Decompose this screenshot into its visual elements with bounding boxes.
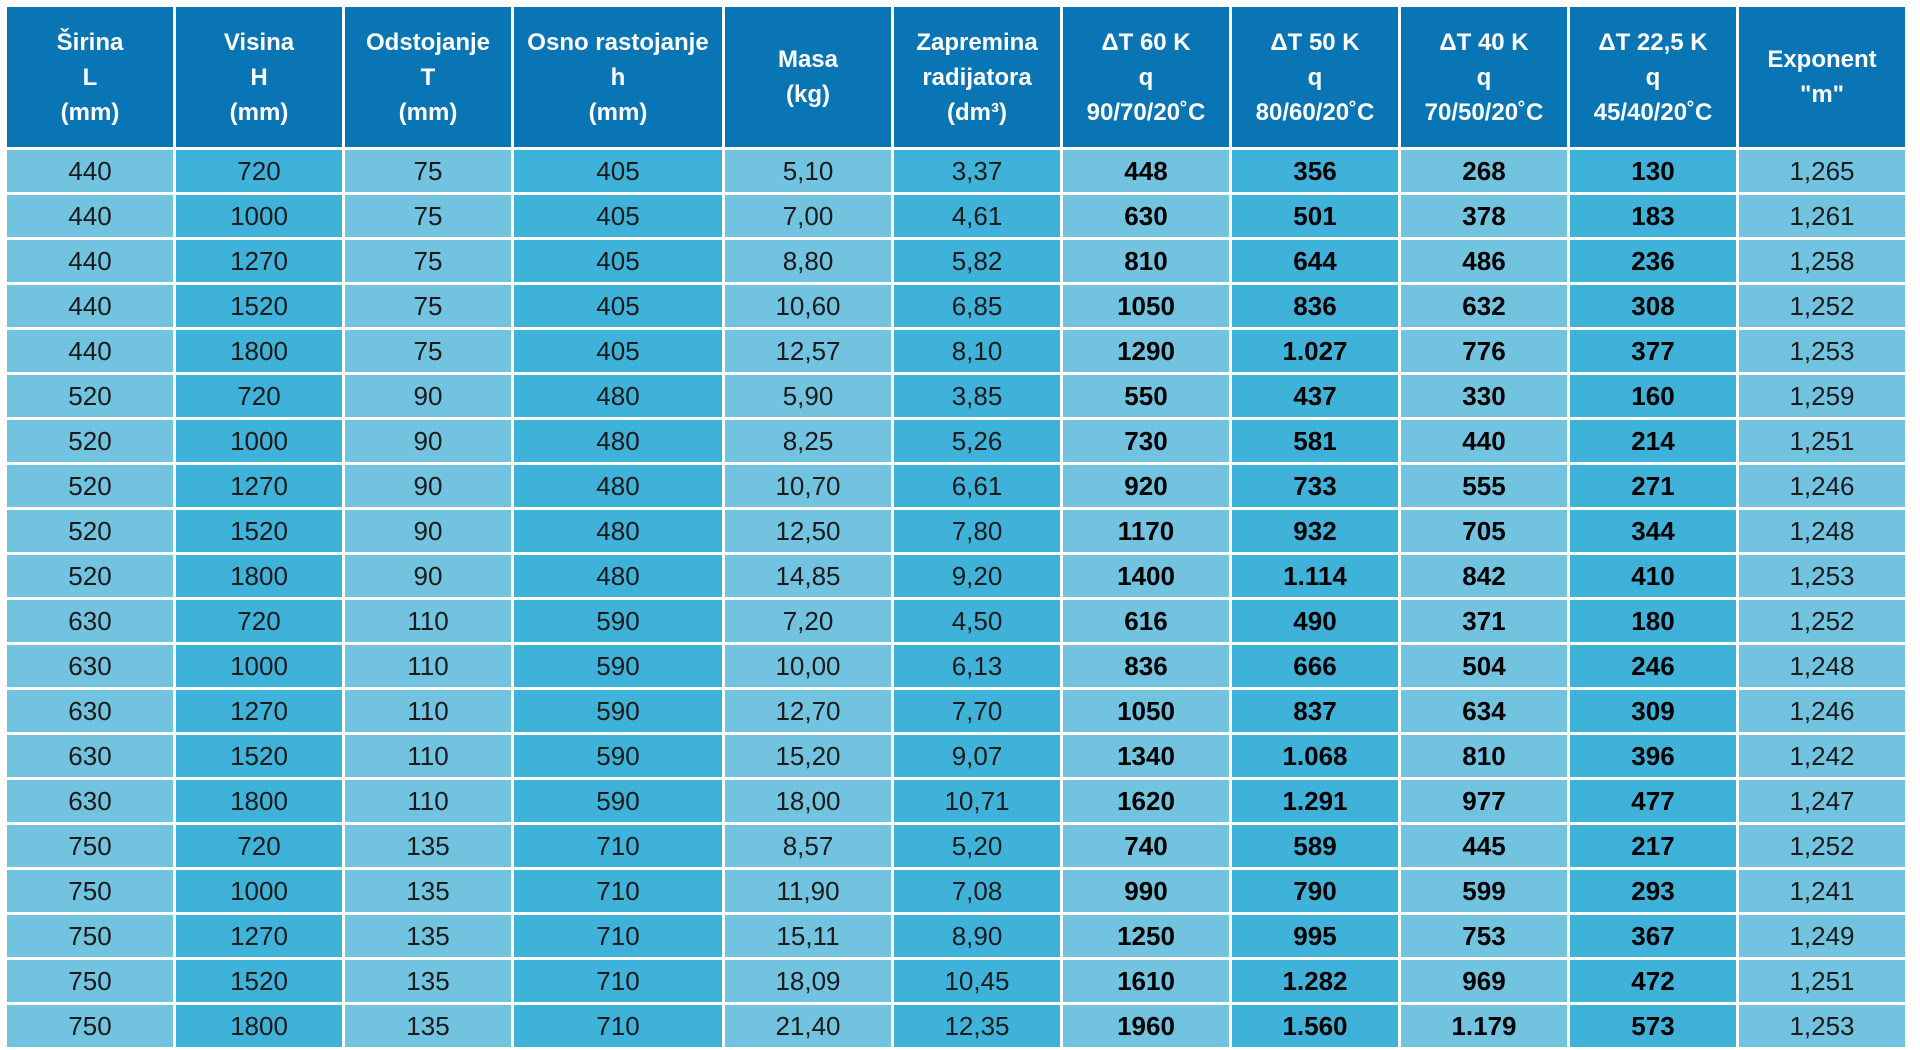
table-cell: 1250 — [1063, 915, 1229, 957]
column-header-7 — [1063, 7, 1229, 147]
table-cell: 1.291 — [1232, 780, 1398, 822]
table-cell: 4,61 — [894, 195, 1060, 237]
table-cell: 246 — [1570, 645, 1736, 687]
column-header-line: ΔT 40 K — [1439, 28, 1529, 56]
table-cell: 1,248 — [1739, 645, 1905, 687]
table-cell: 110 — [345, 780, 511, 822]
table-cell: 1800 — [176, 1005, 342, 1047]
column-header-line: Osno rastojanje — [527, 28, 709, 56]
table-cell: 1.027 — [1232, 330, 1398, 372]
table-cell: 720 — [176, 150, 342, 192]
table-cell: 18,00 — [725, 780, 891, 822]
table-cell: 486 — [1401, 240, 1567, 282]
table-cell: 1520 — [176, 510, 342, 552]
table-cell: 630 — [7, 690, 173, 732]
table-cell: 440 — [7, 195, 173, 237]
table-cell: 590 — [514, 645, 722, 687]
table-cell: 440 — [7, 330, 173, 372]
table-cell: 1.114 — [1232, 555, 1398, 597]
table-cell: 5,26 — [894, 420, 1060, 462]
table-cell: 309 — [1570, 690, 1736, 732]
column-header-5 — [725, 7, 891, 147]
table-cell: 590 — [514, 780, 722, 822]
table-cell: 75 — [345, 195, 511, 237]
table-cell: 1290 — [1063, 330, 1229, 372]
table-cell: 8,90 — [894, 915, 1060, 957]
column-header-line: 45/40/20˚C — [1593, 98, 1713, 126]
table-cell: 236 — [1570, 240, 1736, 282]
table-cell: 616 — [1063, 600, 1229, 642]
column-header-line: ΔT 50 K — [1270, 28, 1360, 56]
table-cell: 1520 — [176, 735, 342, 777]
table-cell: 440 — [7, 285, 173, 327]
table-cell: 480 — [514, 465, 722, 507]
column-header-line: 70/50/20˚C — [1424, 98, 1544, 126]
column-header-6 — [894, 7, 1060, 147]
table-cell: 630 — [7, 735, 173, 777]
table-cell: 581 — [1232, 420, 1398, 462]
table-cell: 1340 — [1063, 735, 1229, 777]
table-cell: 6,13 — [894, 645, 1060, 687]
table-cell: 630 — [7, 645, 173, 687]
table-row — [7, 690, 1905, 732]
table-cell: 710 — [514, 915, 722, 957]
table-cell: 18,09 — [725, 960, 891, 1002]
table-cell: 969 — [1401, 960, 1567, 1002]
table-cell: 1,249 — [1739, 915, 1905, 957]
table-cell: 11,90 — [725, 870, 891, 912]
table-cell: 1960 — [1063, 1005, 1229, 1047]
table-cell: 90 — [345, 375, 511, 417]
column-header-line: Exponent — [1767, 46, 1877, 73]
table-cell: 9,07 — [894, 735, 1060, 777]
column-header-line: ΔT 22,5 K — [1598, 28, 1708, 56]
table-cell: 110 — [345, 735, 511, 777]
column-header-line: Masa — [777, 46, 839, 73]
table-cell: 599 — [1401, 870, 1567, 912]
table-cell: 7,20 — [725, 600, 891, 642]
table-cell: 90 — [345, 465, 511, 507]
table-cell: 1170 — [1063, 510, 1229, 552]
table-cell: 1,258 — [1739, 240, 1905, 282]
table-cell: 1050 — [1063, 285, 1229, 327]
table-cell: 710 — [514, 1005, 722, 1047]
table-row — [7, 375, 1905, 417]
table-cell: 405 — [514, 195, 722, 237]
table-cell: 445 — [1401, 825, 1567, 867]
table-cell: 135 — [345, 825, 511, 867]
table-cell: 810 — [1401, 735, 1567, 777]
table-cell: 1,251 — [1739, 420, 1905, 462]
column-header-line: q — [1645, 63, 1661, 91]
table-cell: 271 — [1570, 465, 1736, 507]
table-cell: 135 — [345, 870, 511, 912]
table-cell: 183 — [1570, 195, 1736, 237]
table-cell: 630 — [7, 780, 173, 822]
table-cell: 377 — [1570, 330, 1736, 372]
table-cell: 520 — [7, 420, 173, 462]
column-header-line: Zapremina — [916, 28, 1038, 56]
table-row — [7, 600, 1905, 642]
table-cell: 12,57 — [725, 330, 891, 372]
table-cell: 8,10 — [894, 330, 1060, 372]
table-cell: 932 — [1232, 510, 1398, 552]
table-cell: 90 — [345, 555, 511, 597]
table-cell: 740 — [1063, 825, 1229, 867]
column-header-line: (dm³) — [947, 98, 1007, 126]
table-cell: 405 — [514, 150, 722, 192]
table-cell: 75 — [345, 150, 511, 192]
table-cell: 555 — [1401, 465, 1567, 507]
table-cell: 750 — [7, 825, 173, 867]
table-cell: 477 — [1570, 780, 1736, 822]
table-cell: 268 — [1401, 150, 1567, 192]
table-cell: 1,247 — [1739, 780, 1905, 822]
table-cell: 490 — [1232, 600, 1398, 642]
column-header-line: Odstojanje — [365, 28, 491, 56]
table-cell: 440 — [7, 150, 173, 192]
table-cell: 90 — [345, 420, 511, 462]
table-cell: 710 — [514, 870, 722, 912]
table-cell: 5,20 — [894, 825, 1060, 867]
table-row — [7, 555, 1905, 597]
table-cell: 666 — [1232, 645, 1398, 687]
table-cell: 837 — [1232, 690, 1398, 732]
table-cell: 356 — [1232, 150, 1398, 192]
column-header-line: Širina — [56, 28, 124, 56]
table-body — [7, 150, 1905, 1047]
table-cell: 1610 — [1063, 960, 1229, 1002]
table-cell: 378 — [1401, 195, 1567, 237]
table-cell: 410 — [1570, 555, 1736, 597]
table-cell: 7,00 — [725, 195, 891, 237]
table-cell: 1270 — [176, 240, 342, 282]
table-cell: 720 — [176, 375, 342, 417]
table-cell: 480 — [514, 420, 722, 462]
column-header-line: q — [1307, 63, 1323, 91]
table-cell: 5,82 — [894, 240, 1060, 282]
table-cell: 15,11 — [725, 915, 891, 957]
table-row — [7, 960, 1905, 1002]
table-row — [7, 240, 1905, 282]
table-cell: 750 — [7, 915, 173, 957]
table-cell: 705 — [1401, 510, 1567, 552]
table-cell: 5,10 — [725, 150, 891, 192]
table-cell: 1,253 — [1739, 555, 1905, 597]
table-cell: 110 — [345, 645, 511, 687]
table-row — [7, 645, 1905, 687]
table-cell: 1000 — [176, 195, 342, 237]
table-cell: 135 — [345, 960, 511, 1002]
table-row — [7, 420, 1905, 462]
column-header-line: h — [610, 63, 626, 91]
table-row — [7, 870, 1905, 912]
table-cell: 405 — [514, 330, 722, 372]
table-cell: 750 — [7, 1005, 173, 1047]
table-cell: 1800 — [176, 330, 342, 372]
table-row — [7, 195, 1905, 237]
table-cell: 836 — [1063, 645, 1229, 687]
table-cell: 7,80 — [894, 510, 1060, 552]
column-header-10 — [1570, 7, 1736, 147]
table-cell: 180 — [1570, 600, 1736, 642]
table-cell: 520 — [7, 375, 173, 417]
table-cell: 750 — [7, 960, 173, 1002]
table-cell: 12,50 — [725, 510, 891, 552]
table-header-row — [7, 7, 1905, 147]
table-cell: 1270 — [176, 690, 342, 732]
table-cell: 15,20 — [725, 735, 891, 777]
table-cell: 504 — [1401, 645, 1567, 687]
column-header-line: (mm) — [229, 98, 289, 126]
column-header-4 — [514, 7, 722, 147]
table-cell: 842 — [1401, 555, 1567, 597]
table-cell: 21,40 — [725, 1005, 891, 1047]
table-cell: 1,259 — [1739, 375, 1905, 417]
table-cell: 90 — [345, 510, 511, 552]
table-cell: 6,85 — [894, 285, 1060, 327]
table-cell: 720 — [176, 600, 342, 642]
table-cell: 75 — [345, 240, 511, 282]
table-cell: 308 — [1570, 285, 1736, 327]
table-row — [7, 465, 1905, 507]
table-row — [7, 1005, 1905, 1047]
table-cell: 10,71 — [894, 780, 1060, 822]
column-header-line: 90/70/20˚C — [1086, 98, 1206, 126]
column-header-line: q — [1138, 63, 1154, 91]
table-cell: 371 — [1401, 600, 1567, 642]
table-cell: 753 — [1401, 915, 1567, 957]
table-cell: 1.068 — [1232, 735, 1398, 777]
table-cell: 1.179 — [1401, 1005, 1567, 1047]
table-cell: 995 — [1232, 915, 1398, 957]
table-cell: 1800 — [176, 555, 342, 597]
column-header-3 — [345, 7, 511, 147]
column-header-line: L — [82, 63, 98, 91]
table-cell: 135 — [345, 915, 511, 957]
table-cell: 776 — [1401, 330, 1567, 372]
table-cell: 8,80 — [725, 240, 891, 282]
table-cell: 1,248 — [1739, 510, 1905, 552]
table-cell: 440 — [7, 240, 173, 282]
column-header-line: "m" — [1799, 81, 1845, 108]
table-cell: 480 — [514, 375, 722, 417]
table-cell: 1,246 — [1739, 465, 1905, 507]
table-cell: 1,253 — [1739, 330, 1905, 372]
table-cell: 920 — [1063, 465, 1229, 507]
table-cell: 1620 — [1063, 780, 1229, 822]
column-header-line: radijatora — [922, 63, 1032, 91]
table-cell: 10,60 — [725, 285, 891, 327]
table-cell: 480 — [514, 555, 722, 597]
table-cell: 977 — [1401, 780, 1567, 822]
table-row — [7, 285, 1905, 327]
table-cell: 75 — [345, 330, 511, 372]
table-cell: 733 — [1232, 465, 1398, 507]
table-row — [7, 330, 1905, 372]
table-row — [7, 780, 1905, 822]
table-cell: 367 — [1570, 915, 1736, 957]
table-cell: 405 — [514, 285, 722, 327]
table-cell: 573 — [1570, 1005, 1736, 1047]
table-cell: 1000 — [176, 870, 342, 912]
table-cell: 1800 — [176, 780, 342, 822]
table-cell: 110 — [345, 690, 511, 732]
table-cell: 10,70 — [725, 465, 891, 507]
table-cell: 1,252 — [1739, 600, 1905, 642]
table-cell: 135 — [345, 1005, 511, 1047]
table-cell: 590 — [514, 600, 722, 642]
table-cell: 644 — [1232, 240, 1398, 282]
table-cell: 1,241 — [1739, 870, 1905, 912]
table-cell: 8,25 — [725, 420, 891, 462]
column-header-line: (kg) — [786, 81, 830, 108]
table-cell: 810 — [1063, 240, 1229, 282]
column-header-line: (mm) — [588, 98, 648, 126]
column-header-line: (mm) — [398, 98, 458, 126]
table-cell: 1.282 — [1232, 960, 1398, 1002]
table-cell: 1,261 — [1739, 195, 1905, 237]
table-cell: 4,50 — [894, 600, 1060, 642]
table-cell: 630 — [7, 600, 173, 642]
table-cell: 836 — [1232, 285, 1398, 327]
table-cell: 590 — [514, 690, 722, 732]
table-cell: 720 — [176, 825, 342, 867]
table-cell: 293 — [1570, 870, 1736, 912]
table-cell: 3,37 — [894, 150, 1060, 192]
table-cell: 448 — [1063, 150, 1229, 192]
table-cell: 1400 — [1063, 555, 1229, 597]
table-row — [7, 510, 1905, 552]
table-cell: 472 — [1570, 960, 1736, 1002]
table-row — [7, 735, 1905, 777]
table-cell: 501 — [1232, 195, 1398, 237]
table-cell: 1,242 — [1739, 735, 1905, 777]
table-cell: 480 — [514, 510, 722, 552]
table-cell: 130 — [1570, 150, 1736, 192]
table-cell: 160 — [1570, 375, 1736, 417]
table-cell: 10,00 — [725, 645, 891, 687]
table-row — [7, 915, 1905, 957]
table-cell: 14,85 — [725, 555, 891, 597]
table-cell: 1050 — [1063, 690, 1229, 732]
radiator-spec-table — [4, 4, 1908, 1050]
table-cell: 7,70 — [894, 690, 1060, 732]
table-row — [7, 825, 1905, 867]
table-cell: 730 — [1063, 420, 1229, 462]
table-cell: 550 — [1063, 375, 1229, 417]
table-cell: 1,253 — [1739, 1005, 1905, 1047]
table-cell: 1.560 — [1232, 1005, 1398, 1047]
table-cell: 590 — [514, 735, 722, 777]
table-cell: 1000 — [176, 420, 342, 462]
table-cell: 9,20 — [894, 555, 1060, 597]
table-cell: 589 — [1232, 825, 1398, 867]
table-cell: 217 — [1570, 825, 1736, 867]
table-cell: 1520 — [176, 285, 342, 327]
column-header-line: H — [250, 63, 268, 91]
table-cell: 1000 — [176, 645, 342, 687]
table-cell: 710 — [514, 960, 722, 1002]
table-cell: 1270 — [176, 915, 342, 957]
column-header-2 — [176, 7, 342, 147]
table-cell: 520 — [7, 555, 173, 597]
column-header-line: ΔT 60 K — [1101, 28, 1191, 56]
table-cell: 330 — [1401, 375, 1567, 417]
table-cell: 634 — [1401, 690, 1567, 732]
table-cell: 520 — [7, 510, 173, 552]
table-cell: 1,252 — [1739, 285, 1905, 327]
column-header-line: (mm) — [60, 98, 120, 126]
column-header-11 — [1739, 7, 1905, 147]
table-cell: 75 — [345, 285, 511, 327]
table-cell: 1520 — [176, 960, 342, 1002]
table-cell: 630 — [1063, 195, 1229, 237]
table-cell: 1,251 — [1739, 960, 1905, 1002]
column-header-9 — [1401, 7, 1567, 147]
table-cell: 12,70 — [725, 690, 891, 732]
table-cell: 396 — [1570, 735, 1736, 777]
table-cell: 405 — [514, 240, 722, 282]
table-cell: 214 — [1570, 420, 1736, 462]
column-header-8 — [1232, 7, 1398, 147]
table-cell: 790 — [1232, 870, 1398, 912]
table-cell: 8,57 — [725, 825, 891, 867]
table-cell: 6,61 — [894, 465, 1060, 507]
table-cell: 990 — [1063, 870, 1229, 912]
table-row — [7, 150, 1905, 192]
table-cell: 520 — [7, 465, 173, 507]
table-cell: 7,08 — [894, 870, 1060, 912]
column-header-line: q — [1476, 63, 1492, 91]
table-cell: 750 — [7, 870, 173, 912]
table-cell: 5,90 — [725, 375, 891, 417]
table-cell: 3,85 — [894, 375, 1060, 417]
table-cell: 1,252 — [1739, 825, 1905, 867]
table-cell: 110 — [345, 600, 511, 642]
table-cell: 440 — [1401, 420, 1567, 462]
table-cell: 12,35 — [894, 1005, 1060, 1047]
table-cell: 1,246 — [1739, 690, 1905, 732]
table-cell: 344 — [1570, 510, 1736, 552]
table-cell: 10,45 — [894, 960, 1060, 1002]
column-header-line: T — [420, 63, 436, 91]
table-cell: 1,265 — [1739, 150, 1905, 192]
table-cell: 437 — [1232, 375, 1398, 417]
column-header-line: Visina — [223, 28, 295, 56]
table-cell: 632 — [1401, 285, 1567, 327]
table-cell: 710 — [514, 825, 722, 867]
column-header-1 — [7, 7, 173, 147]
table-cell: 1270 — [176, 465, 342, 507]
column-header-line: 80/60/20˚C — [1255, 98, 1375, 126]
